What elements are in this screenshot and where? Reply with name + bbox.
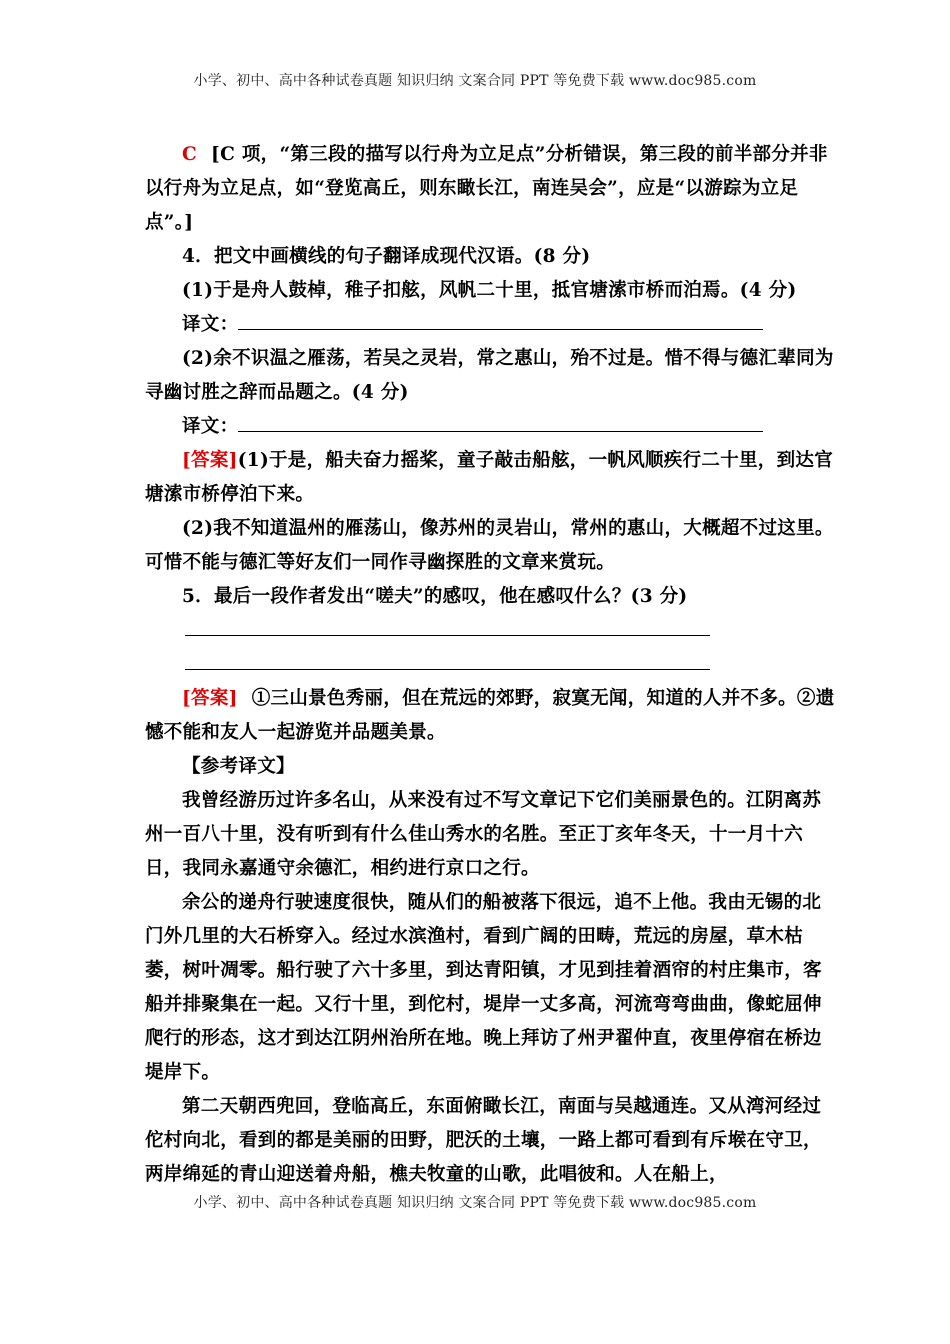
answer-text: (1)于是，船夫奋力摇桨，童子敲击船舷，一帆风顺疾行二十里，到达官塘溹市桥停泊下来。 bbox=[145, 450, 833, 505]
answer-3 bbox=[145, 138, 835, 240]
answer-blank-1[interactable] bbox=[238, 309, 763, 330]
question-4-stem: 4．把文中画横线的句子翻译成现代汉语。(8 分) bbox=[182, 246, 591, 267]
reference-title: 【参考译文】 bbox=[182, 756, 295, 777]
translation-label-1: 译文： bbox=[182, 314, 239, 335]
translation-line-1 bbox=[145, 308, 835, 342]
answer-blank-2[interactable] bbox=[238, 411, 763, 432]
question-4-answer-2: (2)我不知道温州的雁荡山，像苏州的灵岩山，常州的惠山，大概超不过这里。可惜不能与德汇等好友们一同作寻幽探胜的文章来赏玩。 bbox=[145, 518, 834, 573]
question-5-stem: 5．最后一段作者发出“嗟夫”的感叹，他在感叹什么？(3 分) bbox=[182, 586, 688, 607]
answer-text: ①三山景色秀丽，但在荒远的郊野，寂寞无闻，知道的人并不多。②遗憾不能和友人一起游览并品题美景。 bbox=[145, 688, 835, 743]
question-5-answer bbox=[145, 682, 835, 750]
answer-letter: C bbox=[182, 144, 198, 165]
answer-3-explanation: [C 项，“第三段的描写以行舟为立足点”分析错误，第三段的前半部分并非以行舟为立足点，如“登览高丘，则东瞰长江，南连吴会”，应是“以游踪为立足点”。] bbox=[145, 144, 828, 233]
page-footer: 小学、初中、高中各种试卷真题 知识归纳 文案合同 PPT 等免费下载 www.doc985.com bbox=[193, 1195, 757, 1211]
question-4-sentence-2: (2)余不识温之雁荡，若吴之灵岩，常之惠山，殆不过是。惜不得与德汇辈同为寻幽讨胜之辞而品题之。(4 分) bbox=[145, 348, 834, 403]
page-header: 小学、初中、高中各种试卷真题 知识归纳 文案合同 PPT 等免费下载 www.doc985.com bbox=[193, 73, 757, 89]
reference-paragraph-3: 第二天朝西兜回，登临高丘，东面俯瞰长江，南面与吴越通连。又从湾河经过佗村向北，看到的都是美丽的田野，肥沃的土壤，一路上都可看到有斥堠在守卫，两岸绵延的青山迎送着舟船，樵夫牧童的山歌，此唱彼和。人在船上， bbox=[145, 1096, 822, 1185]
answer-blank-line-2[interactable] bbox=[145, 648, 835, 682]
reference-paragraph-1: 我曾经游历过许多名山，从来没有过不写文章记下它们美丽景色的。江阴离苏州一百八十里，没有听到有什么佳山秀水的名胜。至正丁亥年冬天，十一月十六日，我同永嘉通守余德汇，相约进行京口之行。 bbox=[145, 790, 822, 879]
answer-tag: [答案] bbox=[182, 450, 238, 471]
answer-blank-line-1[interactable] bbox=[145, 614, 835, 648]
translation-line-2 bbox=[145, 410, 835, 444]
reference-paragraph-2: 余公的递舟行驶速度很快，随从们的船被落下很远，追不上他。我由无锡的北门外几里的大石桥穿入。经过水滨渔村，看到广阔的田畴，荒远的房屋，草木枯萎，树叶凋零。船行驶了六十多里，到达青阳镇，才见到挂着酒帘的村庄集市，客船并排聚集在一起。又行十里，到佗村，堤岸一丈多高，河流弯弯曲曲，像蛇屈伸爬行的形态，这才到达江阴州治所在地。晚上拜访了州尹翟仲直，夜里停宿在桥边堤岸下。 bbox=[145, 892, 822, 1083]
translation-label-2: 译文： bbox=[182, 416, 239, 437]
question-4-answer-1 bbox=[145, 444, 835, 512]
answer-tag: [答案] bbox=[182, 688, 238, 709]
page-content bbox=[145, 138, 835, 1192]
question-4-sentence-1: (1)于是舟人鼓棹，稚子扣舷，风帆二十里，抵官塘溹市桥而泊焉。(4 分) bbox=[182, 280, 797, 301]
